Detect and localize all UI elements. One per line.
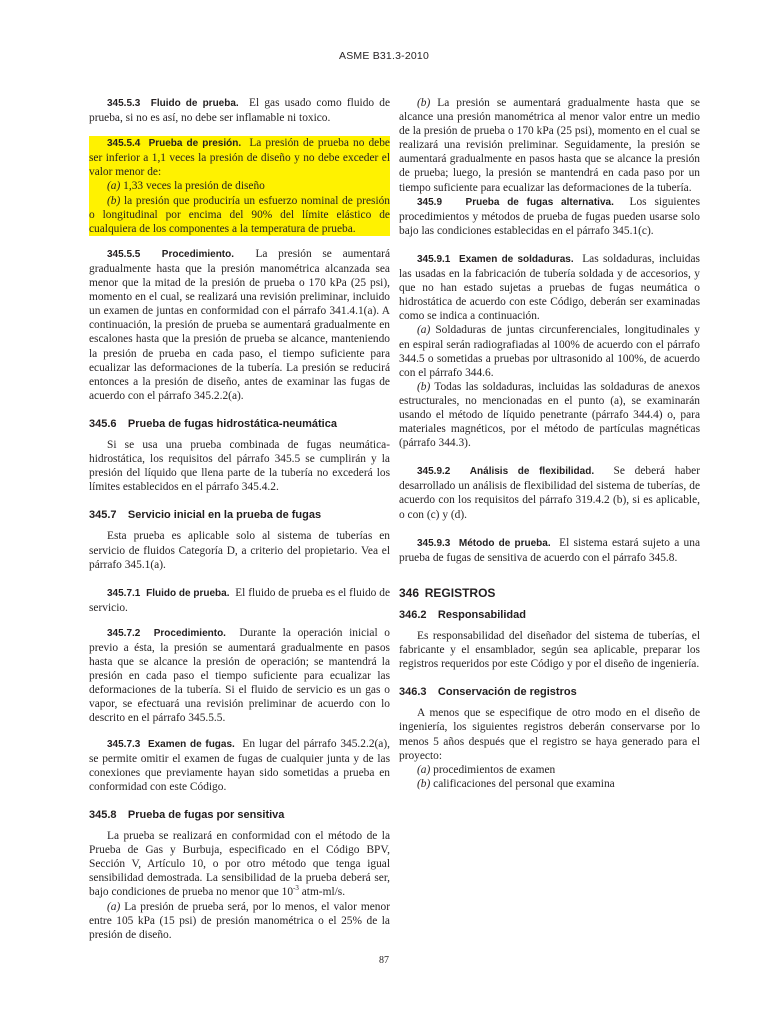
running-header: ASME B31.3-2010 <box>339 50 429 62</box>
section-title: Fluido de prueba. <box>150 98 239 109</box>
list-item-b <box>399 380 700 450</box>
list-item-a <box>89 900 390 942</box>
section-title: Análisis de flexibilidad. <box>469 466 595 478</box>
para-text: Las soldaduras, incluidas las usadas en la fabricación de tubería soldada y de accesorios, y que no han estado sujetas a pruebas de fugas neumática o hidrostática de acuerdo con este Código, deberán ser examinadas como se indica a continuación. <box>399 252 700 323</box>
list-tag: (b) <box>107 194 121 207</box>
heading-title: Prueba de fugas hidrostática-neumática <box>127 417 337 430</box>
para-346-2: Es responsabilidad del diseñador del sistema de tuberías, el fabricante y el ensamblador, según sea aplicable, preparar los registros requeridos por este Código y por el diseño de ingeniería. <box>399 630 700 671</box>
section-title: Fluido de prueba. <box>146 587 230 599</box>
list-item-b <box>399 96 700 195</box>
list-item-b <box>89 194 390 236</box>
page-number: 87 <box>379 955 389 966</box>
para-345-7-1 <box>89 586 390 615</box>
heading-title: REGISTROS <box>424 585 496 600</box>
para-text-end: atm-ml/s. <box>298 886 346 899</box>
para-345-5-4 <box>89 136 390 179</box>
section-title: Examen de soldaduras. <box>458 253 574 265</box>
section-title: Examen de fugas. <box>147 738 235 750</box>
heading-number: 346.3 <box>399 686 427 699</box>
para-345-9-2 <box>399 464 700 521</box>
list-item-a <box>399 323 700 379</box>
para-345-8 <box>89 829 390 899</box>
heading-346 <box>399 586 700 601</box>
para-345-9-3 <box>399 536 700 565</box>
section-number: 345.7.1 <box>107 587 141 599</box>
heading-345-7 <box>89 508 390 522</box>
list-text: Soldaduras de juntas circunferenciales, longitudinales y en espiral serán radiografiadas al 100% de acuerdo con el párrafo 344.5 o sometidas a pruebas por ultrasonido al 100%, de acuerdo con el párrafo 344.6. <box>399 324 700 379</box>
para-text: Los siguientes procedimientos y métodos de prueba de fugas pueden usarse solo bajo las condiciones establecidas en el párrafo 345.1(c). <box>399 195 701 237</box>
list-tag: (a) <box>417 763 431 776</box>
list-tag: (b) <box>417 97 431 109</box>
para-345-7: Esta prueba es aplicable solo al sistema de tuberías en servicio de fluidos Categoría D, a criterio del propietario. Vea el párrafo 345.1(a). <box>89 530 390 571</box>
heading-number: 346.2 <box>399 608 427 621</box>
list-text: 1,33 veces la presión de diseño <box>123 180 265 193</box>
para-text: El gas usado como fluido de prueba, si no es así, no debe ser inflamable ni toxico. <box>89 97 390 125</box>
heading-346-3 <box>399 685 700 699</box>
para-345-5-3 <box>89 96 390 125</box>
para-text: La prueba se realizará en conformidad con el método de la Prueba de Gas y Burbuja, especificado en el Código BPV, Sección V, Artículo 10, o por otro método que tenga igual sensibilidad demostrada. La sensibilidad de la prueba deberá ser, bajo condiciones de prueba no menor que 10 <box>89 830 390 899</box>
para-text: La presión se aumentará gradualmente hasta que la presión manométrica alcanzada sea menor que la mitad de la presión de prueba o 170 kPa (25 psi), momento en el cual, se realizará una revisión preliminar, incluido un examen de juntas en conformidad con el párrafo 341.4.1(a). A continuación, la presión de prueba se aumentará gradualmente en escalones hasta que la presión de prueba se alcance, manteniendo la presión de prueba en cada paso, el tiempo suficiente para ecualizar las deformaciones de la tubería. La presión se reducirá entonces a la presión de diseño, antes de examinar las fugas de acuerdo con el párrafo 345.2.2(a). <box>89 247 390 402</box>
section-title: Prueba de presión. <box>148 138 242 150</box>
heading-number: 346 <box>399 585 420 600</box>
para-text: El sistema estará sujeto a una prueba de fugas de sensitiva de acuerdo con el párrafo 345.8. <box>399 536 701 564</box>
para-345-7-2 <box>89 626 390 726</box>
right-column <box>399 96 700 791</box>
section-number: 345.9.1 <box>417 253 451 265</box>
section-number: 345.5.3 <box>107 98 141 109</box>
para-345-9 <box>399 195 700 238</box>
list-text: La presión se aumentará gradualmente hasta que se alcance una presión manométrica al menor valor entre un medio de la presión de prueba o 170 kPa (25 psi), momento en el cual se realizará una revisión preliminar. Seguidamente, la presión se aumentará gradualmente en pasos hasta que se alcance la presión de prueba; luego, la presión se mantendrá en cada paso por un tiempo suficiente para ecualizar las deformaciones de la tubería. <box>399 97 700 194</box>
para-text: El fluido de prueba es el fluido de servicio. <box>89 586 390 614</box>
list-tag: (b) <box>417 777 431 790</box>
list-tag: (a) <box>107 900 121 913</box>
list-tag: (b) <box>417 380 431 393</box>
para-346-3: A menos que se especifique de otro modo en el diseño de ingeniería, los siguientes registros deberán conservarse por lo menos 5 años después que el registro se haya generado para el proyecto: <box>399 707 700 762</box>
section-title: Método de prueba. <box>458 537 551 549</box>
para-345-9-1 <box>399 252 700 323</box>
para-text: Durante la operación inicial o previo a ésta, la presión se aumentará gradualmente en pasos hasta que se alcance la presión de operación; se mantendrá la presión en cada paso el tiempo suficiente para ecualizar las deformaciones de la tubería. Si el fluido de servicio es un gas o vapor, se efectuará una revisión preliminar de acuerdo con lo descrito en el párrafo 345.5.5. <box>89 626 390 725</box>
section-number: 345.5.5 <box>107 248 141 260</box>
list-item-a <box>89 179 390 193</box>
left-column <box>89 96 390 942</box>
list-tag: (a) <box>107 180 121 193</box>
section-number: 345.9 <box>417 196 443 208</box>
list-tag: (a) <box>417 324 431 337</box>
heading-number: 345.6 <box>89 417 117 430</box>
section-number: 345.5.4 <box>107 138 141 150</box>
section-title: Procedimiento. <box>161 248 235 260</box>
list-text: Todas las soldaduras, incluidas las soldaduras de anexos estructurales, no mencionadas en el punto (a), se examinarán usando el método de líquido penetrante (párrafo 344.4) o, para materiales magnéticos, por el método de partículas magnéticas (párrafo 344.3). <box>399 380 700 450</box>
list-text: procedimientos de examen <box>433 763 556 776</box>
para-text: Se deberá haber desarrollado un análisis de flexibilidad del sistema de tuberías, de acuerdo con los requisitos del párrafo 319.4.2 (b), si es aplicable, o con (c) y (d). <box>399 465 700 521</box>
section-number: 345.9.3 <box>417 537 451 549</box>
highlighted-block-345-5-4 <box>89 136 390 236</box>
section-number: 345.7.3 <box>107 738 141 750</box>
section-number: 345.7.2 <box>107 627 141 639</box>
list-text: la presión que produciría un esfuerzo nominal de presión o longitudinal por encima del 90% del límite elástico de cualquiera de los componentes a la temperatura de prueba. <box>89 194 390 235</box>
heading-number: 345.8 <box>89 808 117 821</box>
heading-title: Conservación de registros <box>437 686 577 699</box>
heading-number: 345.7 <box>89 509 117 522</box>
heading-346-2 <box>399 608 700 622</box>
list-item-a <box>399 763 700 777</box>
section-title: Procedimiento. <box>153 627 226 639</box>
heading-345-6 <box>89 417 390 431</box>
para-345-6: Si se usa una prueba combinada de fugas neumática-hidrostática, los requisitos del párrafo 345.5 se cumplirán y la presión del líquido que llena parte de la tubería no excederá los límites establecidos en el párrafo 345.4.2. <box>89 438 390 494</box>
para-345-5-5 <box>89 247 390 403</box>
heading-title: Responsabilidad <box>437 608 526 621</box>
list-text: calificaciones del personal que examina <box>433 777 615 790</box>
heading-345-8 <box>89 808 390 822</box>
para-text: La presión de prueba no debe ser inferior a 1,1 veces la presión de diseño y no debe exceder el valor menor de: <box>89 137 390 179</box>
superscript: -3 <box>293 884 299 893</box>
list-text: La presión de prueba será, por lo menos, el valor menor entre 105 kPa (15 psi) de presión manométrica o el 25% de la presión de diseño. <box>89 900 390 941</box>
section-number: 345.9.2 <box>417 466 451 478</box>
list-item-b <box>399 777 700 791</box>
heading-title: Prueba de fugas por sensitiva <box>127 808 285 821</box>
para-text: En lugar del párrafo 345.2.2(a), se permite omitir el examen de fugas de cualquier junta y de las conexiones que previamente hayan sido sometidas a prueba en conformidad con este Código. <box>89 737 391 793</box>
heading-title: Servicio inicial en la prueba de fugas <box>127 509 322 522</box>
section-title: Prueba de fugas alternativa. <box>465 196 614 208</box>
para-345-7-3 <box>89 737 390 794</box>
